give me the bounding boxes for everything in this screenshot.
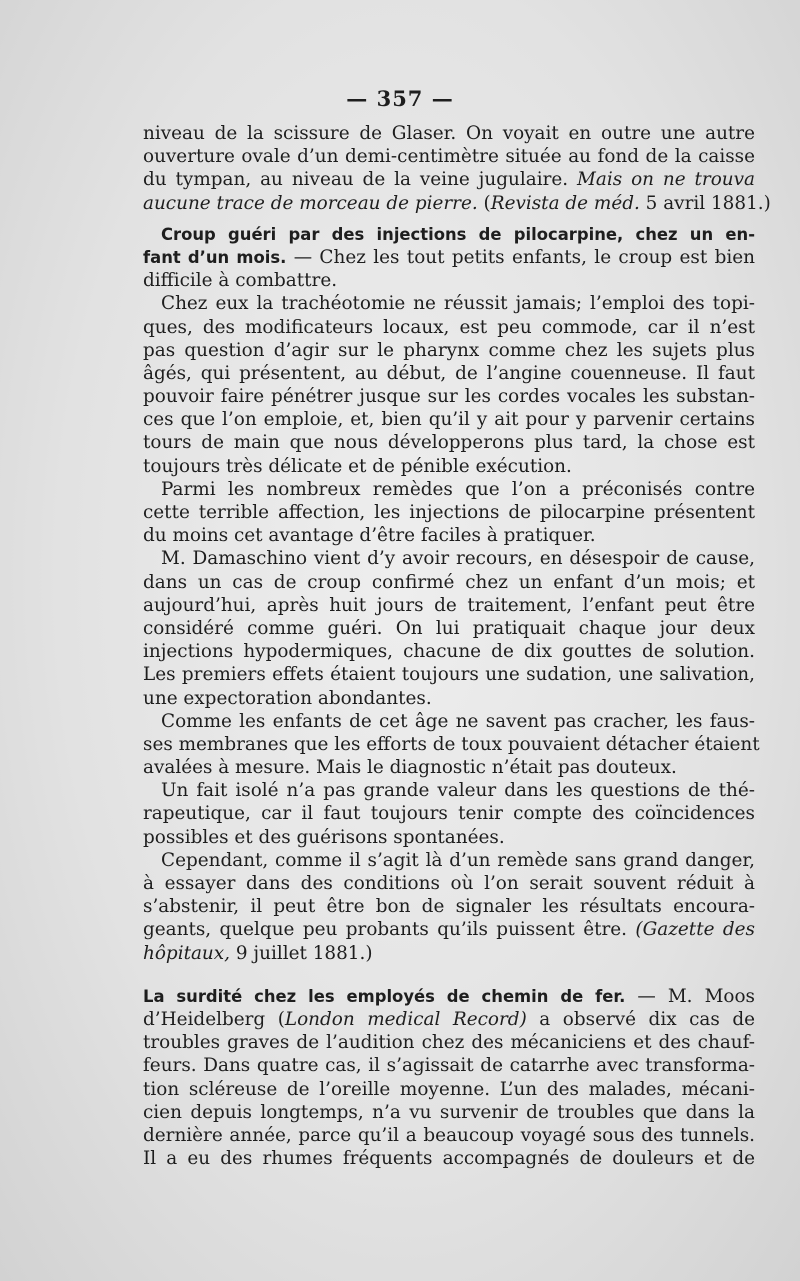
text-span: — M. Moos (625, 985, 755, 1007)
text-span: geants, quelque peu probants qu’ils puissent être. (143, 919, 636, 941)
title-text: fant d’un mois. (143, 247, 287, 267)
italic-text: aucune trace de morceau de pierre. (143, 192, 478, 214)
text-line: difficile à combattre. (143, 270, 338, 292)
text-line: dans un cas de croup confirmé chez un enfant d’un mois; et (143, 571, 755, 593)
text-span: ( (477, 192, 491, 214)
text-line: feurs. Dans quatre cas, il s’agissait de catarrhe avec transforma- (143, 1055, 755, 1077)
text-line: possibles et des guérisons spontanées. (143, 826, 505, 848)
text-line: avalées à mesure. Mais le diagnostic n’était pas douteux. (143, 757, 677, 779)
text-line: injections hypodermiques, chacune de dix gouttes de solution. (143, 641, 755, 663)
article-croup (143, 223, 760, 965)
text-line: Chez eux la trachéotomie ne réussit jamais; l’emploi des topi- (161, 293, 755, 315)
text-line: tours de main que nous développerons plus tard, la chose est (143, 432, 755, 454)
text-line: Parmi les nombreux remèdes que l’on a préconisés contre (161, 478, 755, 500)
article-continuation (143, 122, 771, 215)
text-line: aujourd’hui, après huit jours de traitement, l’enfant peut être (143, 594, 755, 616)
text-line: âgés, qui présentent, au début, de l’angine couenneuse. Il faut (143, 362, 755, 384)
title-text: Croup guéri par des injections de pilocarpine, chez un en- (161, 224, 755, 244)
text-line: s’abstenir, il peut être bon de signaler les résultats encoura- (143, 896, 755, 918)
text-line: ses membranes que les efforts de toux pouvaient détacher étaient (143, 733, 760, 755)
text-line (143, 985, 755, 1008)
text-line: ces que l’on emploie, et, bien qu’il y ait pour y parvenir certains (143, 409, 755, 431)
text-line: une expectoration abondantes. (143, 687, 432, 709)
text-line (143, 1008, 755, 1031)
italic-text: Mais on ne trouva (577, 169, 755, 191)
text-line (143, 246, 755, 269)
text-line: dernière année, parce qu’il a beaucoup voyagé sous des tunnels. (143, 1124, 755, 1146)
text-line: toujours très délicate et de pénible exécution. (143, 455, 572, 477)
text-line: ques, des modificateurs locaux, est peu commode, car il n’est (143, 316, 755, 338)
page-number: — 357 — (346, 86, 454, 111)
citation-date: 5 avril 1881.) (639, 192, 771, 214)
text-line (143, 918, 755, 941)
citation-date: 9 juillet 1881.) (230, 942, 373, 964)
text-line: Il a eu des rhumes fréquents accompagnés de douleurs et de (143, 1148, 755, 1170)
text-line (143, 192, 771, 215)
source-citation: hôpitaux, (143, 942, 230, 964)
text-line: à essayer dans des conditions où l’on serait souvent réduit à (143, 873, 755, 894)
source-citation: London medical Record) (284, 1008, 527, 1030)
text-line: Comme les enfants de cet âge ne savent pas cracher, les faus- (161, 710, 755, 732)
text-line: rapeutique, car il faut toujours tenir compte des coïncidences (143, 803, 755, 825)
text-line (143, 942, 755, 965)
text-line (143, 168, 755, 191)
text-span: — Chez les tout petits enfants, le croup est bien (286, 246, 755, 268)
text-line: considéré comme guéri. On lui pratiquait chaque jour deux (143, 617, 755, 639)
text-span: a observé dix cas de (526, 1008, 755, 1030)
page-body (143, 122, 771, 1170)
text-span: du tympan, au niveau de la veine jugulaire. (143, 169, 569, 191)
text-line: Cependant, comme il s’agit là d’un remède sans grand danger, (161, 849, 755, 871)
article-title: La surdité chez les employés de chemin de fer. (143, 986, 626, 1006)
text-line: troubles graves de l’audition chez des mécaniciens et des chauf- (143, 1032, 755, 1054)
text-line: tion scléreuse de l’oreille moyenne. L’un des malades, mécani- (143, 1078, 755, 1100)
text-line: Les premiers effets étaient toujours une sudation, une salivation, (143, 664, 755, 686)
text-line: pas question d’agir sur le pharynx comme chez les sujets plus (143, 339, 755, 361)
text-line: cette terrible affection, les injections de pilocarpine présentent (143, 502, 755, 523)
article-surdite (143, 985, 755, 1171)
text-line: niveau de la scissure de Glaser. On voyait en outre une autre (143, 123, 755, 144)
text-span: d’Heidelberg ( (143, 1008, 285, 1030)
text-line: pouvoir faire pénétrer jusque sur les cordes vocales les substan- (143, 386, 755, 408)
text-line: M. Damaschino vient d’y avoir recours, en désespoir de cause, (161, 548, 755, 570)
article-title (143, 223, 755, 246)
source-citation: (Gazette des (635, 919, 755, 941)
text-line: ouverture ovale d’un demi-centimètre située au fond de la caisse (143, 146, 755, 168)
text-line: cien depuis longtemps, n’a vu survenir de troubles que dans la (143, 1101, 755, 1123)
text-line: Un fait isolé n’a pas grande valeur dans les questions de thé- (161, 780, 755, 802)
text-line: du moins cet avantage d’être faciles à pratiquer. (143, 525, 596, 547)
source-citation: Revista de méd. (490, 192, 640, 214)
